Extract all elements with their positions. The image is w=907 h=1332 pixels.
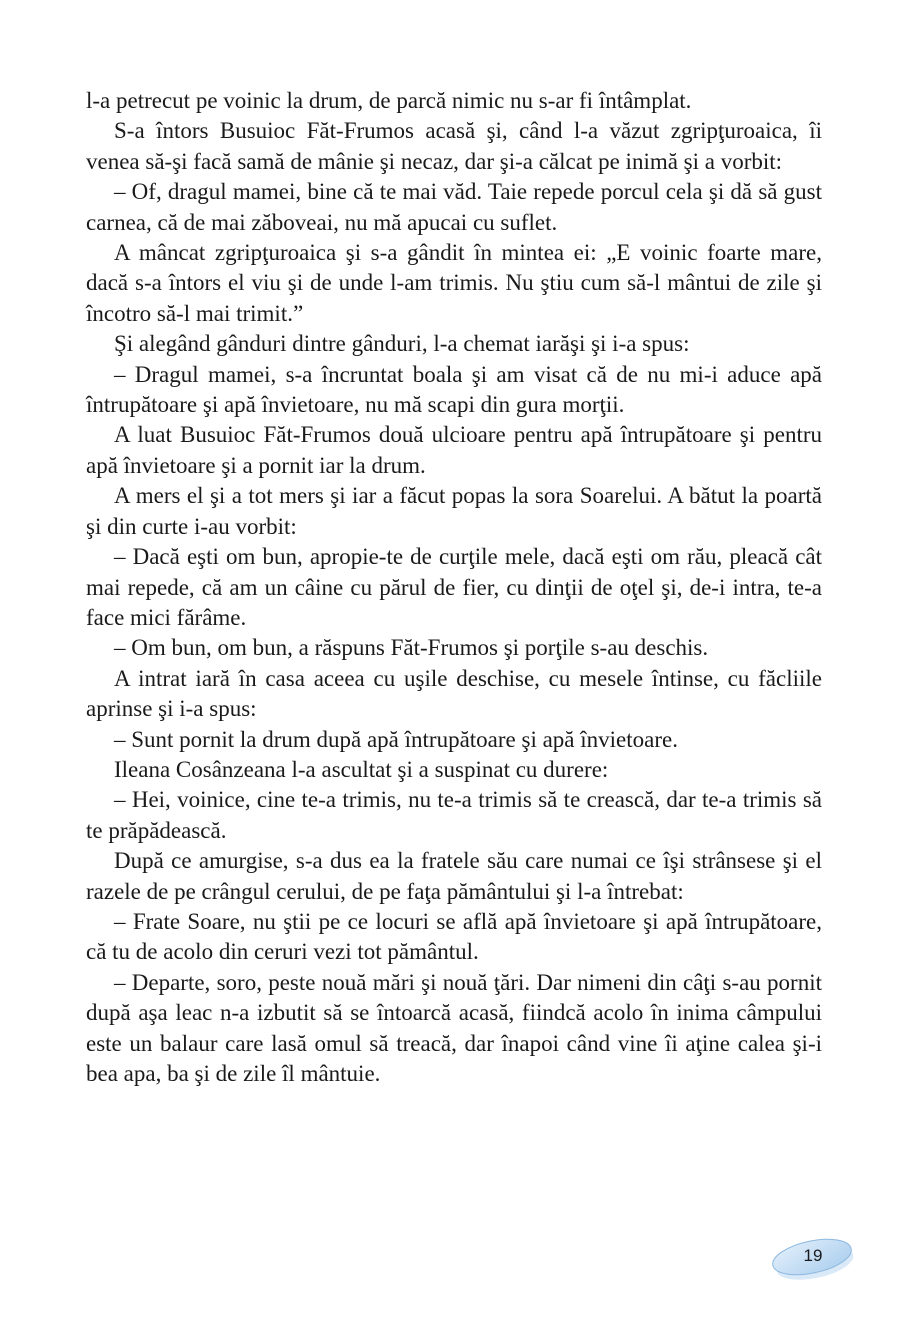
paragraph: A luat Busuioc Făt-Frumos două ulcioare pentru apă întrupătoare şi pentru apă învietoare şi a pornit iar la drum. [86, 422, 822, 478]
paragraph: S-a întors Busuioc Făt-Frumos acasă şi, când l-a văzut zgripţuroaica, îi venea să-şi facă samă de mânie şi necaz, dar şi-a călcat pe inimă şi a vorbit: [86, 118, 822, 174]
paragraph: Şi alegând gânduri dintre gânduri, l-a chemat iarăşi şi i-a spus: [114, 331, 690, 357]
paragraph: – Of, dragul mamei, bine că te mai văd. Taie repede porcul cela şi dă să gust carnea, că de mai zăboveai, nu mă apucai cu suflet. [86, 179, 822, 235]
paragraph: – Dragul mamei, s-a încruntat boala şi am visat că de nu mi-i aduce apă întrupătoare şi apă învietoare, nu mă scapi din gura morţii. [86, 361, 822, 418]
paragraph: – Sunt pornit la drum după apă întrupătoare şi apă învietoare. [114, 726, 678, 752]
paragraph: – Frate Soare, nu ştii pe ce locuri se află apă învietoare şi apă întrupătoare, că tu de acolo din ceruri vezi tot pământul. [86, 908, 822, 965]
paragraph: Ileana Cosânzeana l-a ascultat şi a suspinat cu durere: [114, 756, 609, 782]
paragraph: După ce amurgise, s-a dus ea la fratele său care numai ce îşi strânsese şi el razele de pe crângul cerului, de pe faţa pământului şi l-a întrebat: [86, 848, 822, 904]
paragraph: A mers el şi a tot mers şi iar a făcut popas la sora Soarelui. A bătut la poartă şi din curte i-au vorbit: [86, 483, 822, 539]
page-text [86, 86, 822, 1089]
paragraph: – Departe, soro, peste nouă mări şi nouă ţări. Dar nimeni din câţi s-au pornit după aşa leac n-a izbutit să se întoarcă acasă, fiindcă acolo în inima câmpului este un balaur care lasă omul să treacă, dar înapoi când vine îi aţine calea şi-i bea apa, ba şi de zile îl mântuie. [86, 969, 822, 1086]
paragraph: – Dacă eşti om bun, apropie-te de curţile mele, dacă eşti om rău, pleacă cât mai repede, că am un câine cu părul de fier, cu dinţii de oţel şi, de-i intra, te-a face mici fărâme. [86, 544, 822, 630]
paragraph: – Hei, voinice, cine te-a trimis, nu te-a trimis să te crească, dar te-a trimis să te prăpădească. [86, 787, 822, 843]
paragraph: l-a petrecut pe voinic la drum, de parcă nimic nu s-ar fi întâmplat. [86, 88, 692, 113]
paragraph: A intrat iară în casa aceea cu uşile deschise, cu mesele întinse, cu făcliile aprinse şi i-a spus: [86, 665, 822, 722]
paragraph: – Om bun, om bun, a răspuns Făt-Frumos şi porţile s-au deschis. [114, 635, 709, 661]
paragraph: A mâncat zgripţuroaica şi s-a gândit în mintea ei: „E voinic foarte mare, dacă s-a întors el viu şi de unde l-am trimis. Nu ştiu cum să-l mântui de zile şi încotro să-l mai trimit.” [86, 240, 822, 326]
page-number: 19 [803, 1246, 823, 1265]
